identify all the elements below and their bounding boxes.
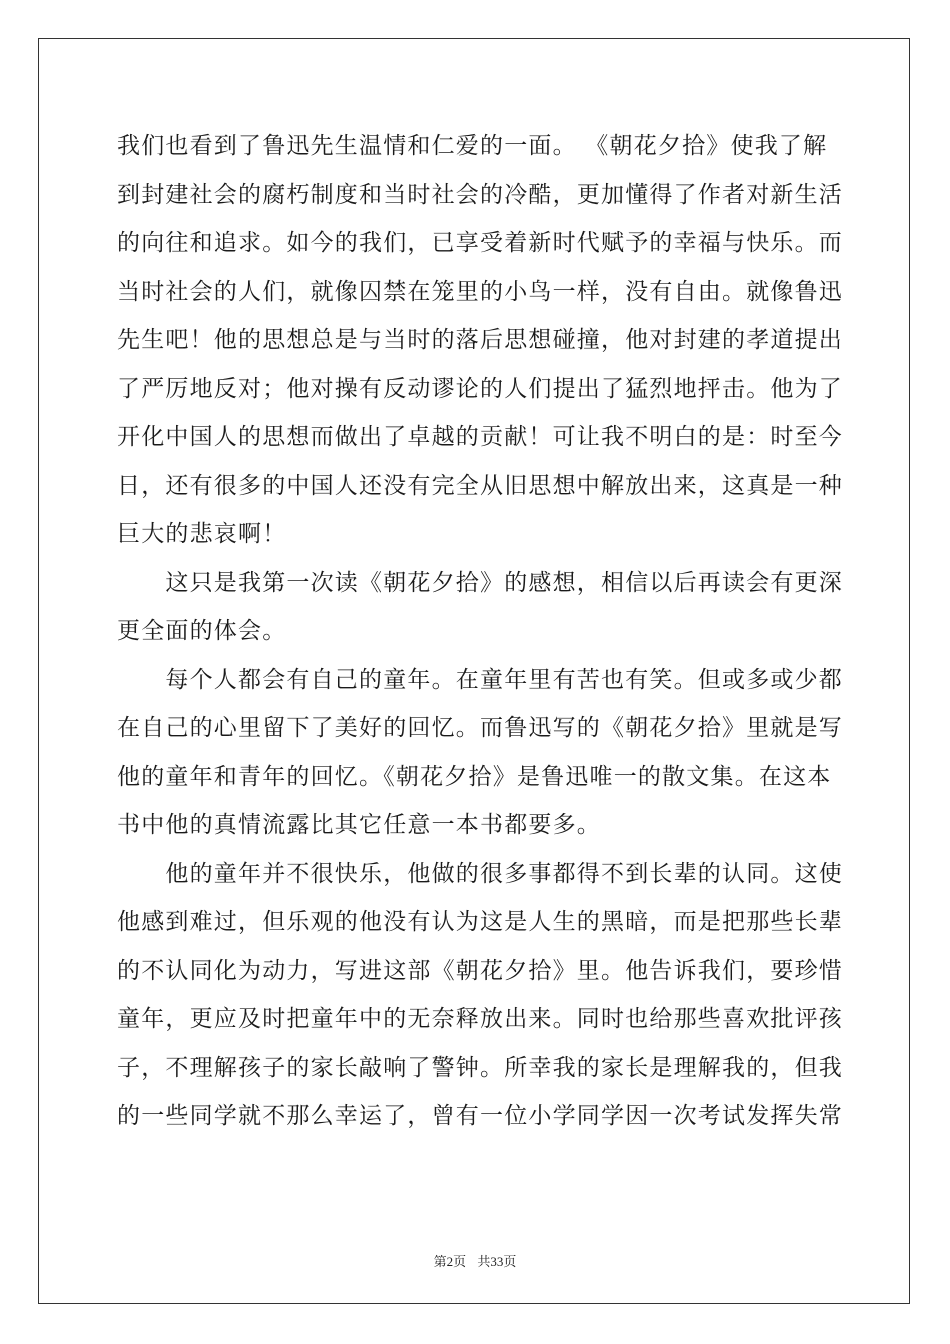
document-body	[117, 122, 843, 1141]
page-footer	[0, 1251, 950, 1270]
text-line: 当时社会的人们，就像囚禁在笼里的小鸟一样，没有自由。就像鲁迅	[117, 278, 843, 305]
text-line: 到封建社会的腐朽制度和当时社会的冷酷，更加懂得了作者对新生活	[117, 181, 843, 208]
page-total: 共33页	[477, 1254, 517, 1269]
text-line: 每个人都会有自己的童年。在童年里有苦也有笑。但或多或少都	[117, 666, 843, 693]
text-line: 子，不理解孩子的家长敲响了警钟。所幸我的家长是理解我的，但我	[117, 1054, 843, 1081]
text-line: 他感到难过，但乐观的他没有认为这是人生的黑暗，而是把那些长辈	[117, 909, 843, 935]
text-line: 先生吧！他的思想总是与当时的落后思想碰撞，他对封建的孝道提出	[117, 327, 843, 353]
text-line: 开化中国人的思想而做出了卓越的贡献！可让我不明白的是：时至今	[117, 424, 843, 450]
text-line: 更全面的体会。	[117, 618, 287, 644]
text-line: 童年，更应及时把童年中的无奈释放出来。同时也给那些喜欢批评孩	[117, 1006, 843, 1032]
text-line: 的不认同化为动力，写进这部《朝花夕拾》里。他告诉我们，要珍惜	[117, 957, 843, 984]
text-line: 的向往和追求。如今的我们，已享受着新时代赋予的幸福与快乐。而	[117, 230, 843, 256]
text-line: 在自己的心里留下了美好的回忆。而鲁迅写的《朝花夕拾》里就是写	[117, 715, 843, 741]
text-line: 书中他的真情流露比其它任意一本书都要多。	[117, 812, 601, 838]
text-line: 了严厉地反对；他对操有反动谬论的人们提出了猛烈地抨击。他为了	[117, 375, 843, 402]
text-line: 的一些同学就不那么幸运了，曾有一位小学同学因一次考试发挥失常	[117, 1103, 843, 1129]
text-line: 我们也看到了鲁迅先生温情和仁爱的一面。 《朝花夕拾》使我了解	[117, 133, 828, 159]
text-line: 他的童年和青年的回忆。《朝花夕拾》是鲁迅唯一的散文集。在这本	[117, 763, 832, 790]
text-line: 他的童年并不很快乐，他做的很多事都得不到长辈的认同。这使	[117, 860, 843, 887]
text-line: 巨大的悲哀啊！	[117, 521, 287, 547]
text-line: 这只是我第一次读《朝花夕拾》的感想，相信以后再读会有更深	[117, 569, 843, 596]
page-number: 第2页	[433, 1254, 467, 1269]
text-line: 日，还有很多的中国人还没有完全从旧思想中解放出来，这真是一种	[117, 472, 843, 499]
